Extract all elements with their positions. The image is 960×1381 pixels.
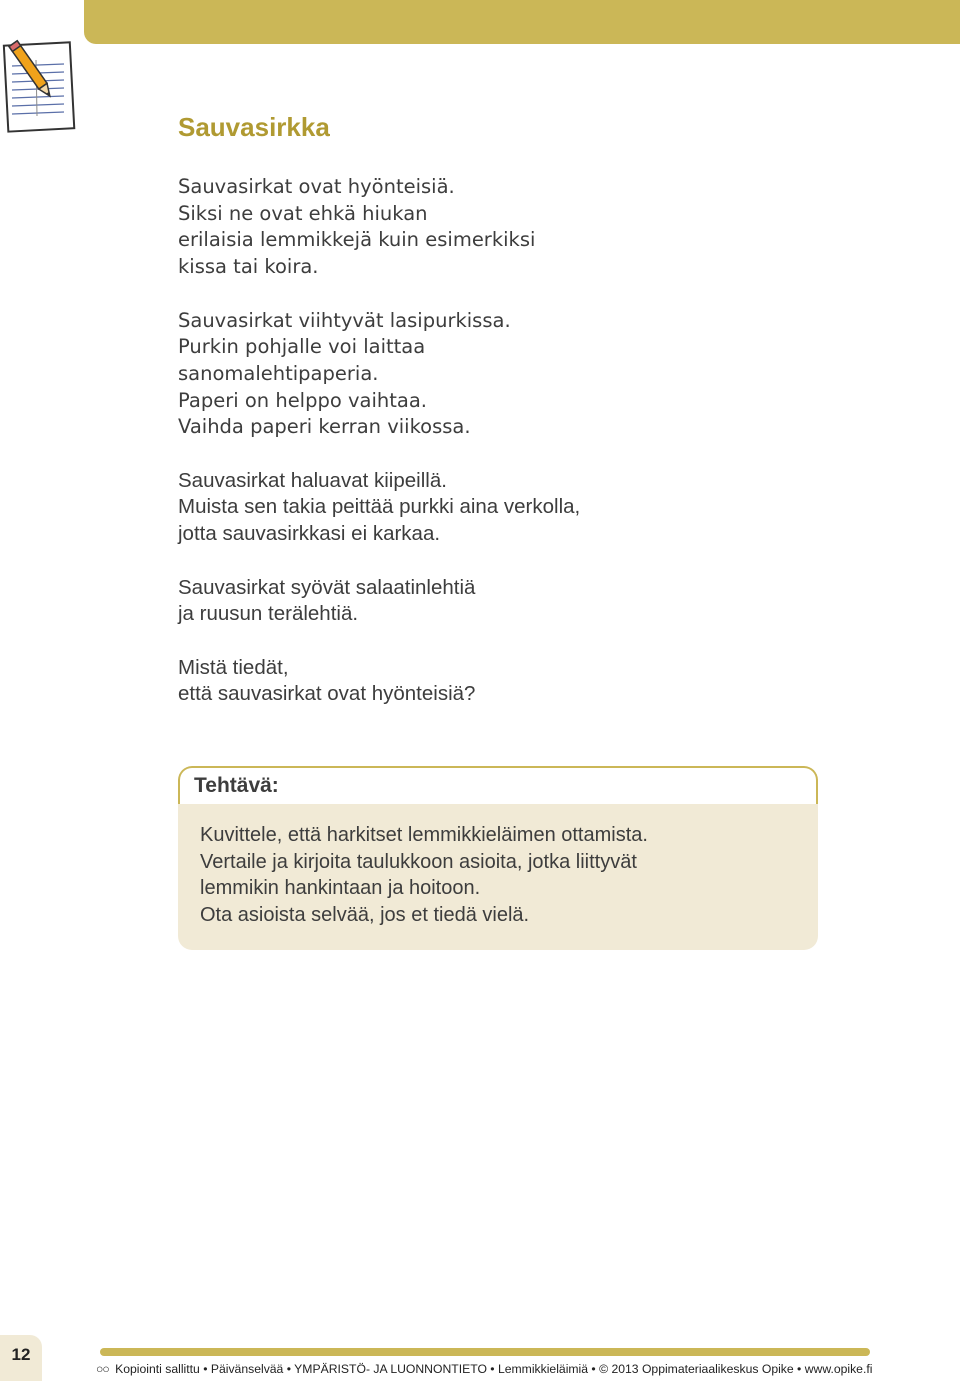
- text-line: sanomalehtipaperia.: [178, 361, 379, 385]
- text-line: Paperi on helppo vaihtaa.: [178, 388, 427, 412]
- task-line: Vertaile ja kirjoita taulukkoon asioita, jotka liittyvät: [200, 850, 637, 873]
- footer-text: Kopiointi sallittu • Päivänselvää • YMPÄRISTÖ- JA LUONNONTIETO • Lemmikkieläimiä • © 2013 Oppimateriaalikeskus Opike • www.opike.fi: [115, 1362, 873, 1376]
- text-line: Mistä tiedät,: [178, 655, 289, 679]
- paragraph: [178, 575, 818, 628]
- header-bar: [84, 0, 960, 44]
- text-line: että sauvasirkat ovat hyönteisiä?: [178, 682, 476, 706]
- task-line: Kuvittele, että harkitset lemmikkieläimen ottamista.: [200, 824, 648, 846]
- text-line: Siksi ne ovat ehkä hiukan: [178, 201, 428, 225]
- text-line: Muista sen takia peittää purkki aina verkolla,: [178, 495, 581, 519]
- text-line: Sauvasirkat haluavat kiipeillä.: [178, 468, 447, 492]
- page-number: 12: [0, 1335, 42, 1381]
- task-text: [200, 822, 648, 928]
- paragraph: [178, 468, 818, 548]
- footer-bar: [100, 1348, 870, 1356]
- copy-allowed-icon: ○○: [96, 1362, 109, 1376]
- text-line: Purkin pohjalle voi laittaa: [178, 335, 426, 359]
- text-line: Sauvasirkat ovat hyönteisiä.: [178, 175, 455, 198]
- text-line: jotta sauvasirkkasi ei karkaa.: [178, 522, 441, 546]
- pencil-worksheet-icon: [0, 36, 76, 134]
- paragraph: [178, 174, 818, 281]
- text-line: Vaihda paperi kerran viikossa.: [178, 415, 471, 439]
- task-box: [178, 766, 818, 950]
- task-line: Ota asioista selvää, jos et tiedä vielä.: [200, 903, 530, 926]
- task-label: Tehtävä:: [194, 774, 279, 797]
- body-text: [178, 174, 818, 735]
- text-line: erilaisia lemmikkejä kuin esimerkiksi: [178, 228, 536, 252]
- paragraph: [178, 308, 818, 442]
- text-line: Sauvasirkat viihtyvät lasipurkissa.: [178, 308, 511, 332]
- text-line: Sauvasirkat syövät salaatinlehtiä: [178, 575, 476, 599]
- task-line: lemmikin hankintaan ja hoitoon.: [200, 877, 481, 899]
- footer: [96, 1362, 960, 1376]
- text-line: ja ruusun terälehtiä.: [178, 602, 359, 626]
- paragraph: [178, 655, 818, 708]
- page-title: Sauvasirkka: [178, 112, 330, 142]
- text-line: kissa tai koira.: [178, 255, 319, 279]
- task-header: [178, 766, 818, 804]
